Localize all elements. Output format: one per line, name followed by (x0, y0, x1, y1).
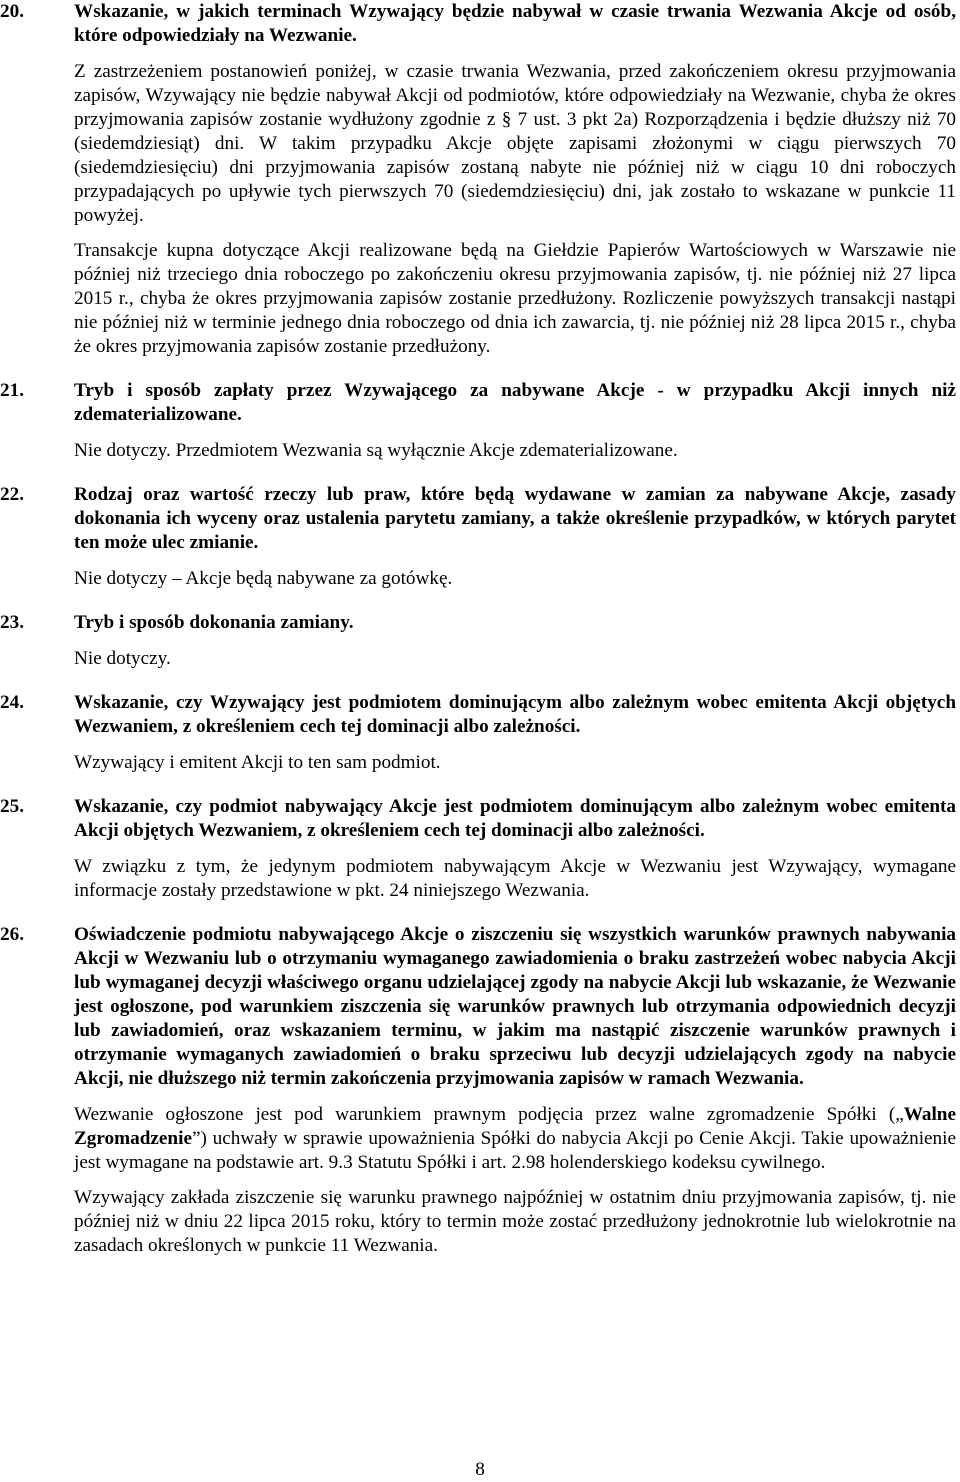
section-heading: Tryb i sposób dokonania zamiany. (74, 612, 354, 633)
section-number: 21. (0, 380, 24, 401)
section-heading: Rodzaj oraz wartość rzeczy lub praw, które będą wydawane w zamian za nabywane Akcje, zasady dokonania ich wyceny oraz ustalenia parytetu zamiany, a także określenie przypadków, w których parytet ten może ulec zmianie. (74, 484, 956, 553)
paragraph: Transakcje kupna dotyczące Akcji realizowane będą na Giełdzie Papierów Wartościowych w Warszawie nie później niż trzeciego dnia roboczego po zakończeniu okresu przyjmowania zapisów, tj. nie później niż 27 lipca 2015 r., chyba że okres przyjmowania zapisów zostanie przedłużony. Rozliczenie powyższych transakcji nastąpi nie później niż w terminie jednego dnia roboczego od dnia ich zawarcia, tj. nie później niż 28 lipca 2015 r., chyba że okres przyjmowania zapisów zostanie przedłużony. (74, 240, 956, 357)
section-24 (0, 691, 960, 775)
defined-term: Walne Zgromadzenie (74, 1104, 956, 1149)
section-number: 20. (0, 1, 24, 22)
paragraph: Nie dotyczy. Przedmiotem Wezwania są wyłącznie Akcje zdematerializowane. (74, 440, 678, 461)
paragraph: W związku z tym, że jedynym podmiotem nabywającym Akcje w Wezwaniu jest Wzywający, wymagane informacje zostały przedstawione w pkt. 24 niniejszego Wezwania. (74, 856, 956, 901)
section-22 (0, 483, 960, 591)
section-heading: Wskazanie, czy podmiot nabywający Akcje jest podmiotem dominującym albo zależnym wobec emitenta Akcji objętych Wezwaniem, z określeniem cech tej dominacji albo zależności. (74, 796, 956, 841)
paragraph: Nie dotyczy. (74, 648, 171, 669)
paragraph-text: ”) uchwały w sprawie upoważnienia Spółki do nabycia Akcji po Cenie Akcji. Takie upoważnienie jest wymagane na podstawie art. 9.3 Statutu Spółki i art. 2.98 holenderskiego kodeksu cywilnego. (74, 1128, 956, 1173)
section-number: 23. (0, 612, 24, 633)
section-number: 25. (0, 796, 24, 817)
paragraph: Wzywający i emitent Akcji to ten sam podmiot. (74, 752, 441, 773)
paragraph: Nie dotyczy – Akcje będą nabywane za gotówkę. (74, 568, 453, 589)
paragraph: Z zastrzeżeniem postanowień poniżej, w czasie trwania Wezwania, przed zakończeniem okresu przyjmowania zapisów, Wzywający nie będzie nabywał Akcji od podmiotów, które odpowiedziały na Wezwanie, chyba że okres przyjmowania zapisów zostanie wydłużony zgodnie z § 7 ust. 3 pkt 2a) Rozporządzenia i będzie dłuższy niż 70 (siedemdziesiąt) dni. W takim przypadku Akcje objęte zapisami złożonymi w ciągu pierwszych 70 (siedemdziesięciu) dni przyjmowania zapisów zostaną nabyte nie później niż w ciągu 10 dni roboczych przypadających po upływie tych pierwszych 70 (siedemdziesięciu) dni, jak zostało to wskazane w punkcie 11 powyżej. (74, 61, 956, 226)
section-25 (0, 795, 960, 903)
paragraph: Wzywający zakłada ziszczenie się warunku prawnego najpóźniej w ostatnim dniu przyjmowania zapisów, tj. nie później niż w dniu 22 lipca 2015 roku, który to termin może zostać przedłużony jednokrotnie lub wielokrotnie na zasadach określonych w punkcie 11 Wezwania. (74, 1187, 956, 1256)
section-heading: Wskazanie, w jakich terminach Wzywający będzie nabywał w czasie trwania Wezwania Akcje od osób, które odpowiedziały na Wezwanie. (74, 1, 956, 46)
section-number: 26. (0, 924, 24, 945)
section-21 (0, 379, 960, 463)
paragraph-text: Wezwanie ogłoszone jest pod warunkiem prawnym podjęcia przez walne zgromadzenie Spółki („ (74, 1104, 904, 1125)
section-number: 22. (0, 484, 24, 505)
page-number: 8 (475, 1459, 485, 1480)
section-20 (0, 0, 960, 359)
paragraph (74, 1103, 956, 1175)
section-heading: Wskazanie, czy Wzywający jest podmiotem dominującym albo zależnym wobec emitenta Akcji objętych Wezwaniem, z określeniem cech tej dominacji albo zależności. (74, 692, 956, 737)
section-26 (0, 923, 960, 1258)
section-heading: Tryb i sposób zapłaty przez Wzywającego za nabywane Akcje - w przypadku Akcji innych niż zdematerializowane. (74, 380, 956, 425)
section-heading: Oświadczenie podmiotu nabywającego Akcje o ziszczeniu się wszystkich warunków prawnych nabywania Akcji w Wezwaniu lub o otrzymaniu wymaganego zawiadomienia o braku zastrzeżeń wobec nabycia Akcji lub wymaganej decyzji właściwego organu udzielającej zgody na nabycie Akcji lub wskazanie, że Wezwanie jest ogłoszone, pod warunkiem ziszczenia się warunków prawnych lub otrzymania odpowiednich decyzji lub zawiadomień, oraz wskazaniem terminu, w jakim ma nastąpić ziszczenie warunków prawnych i otrzymanie wymaganych zawiadomień o braku sprzeciwu lub decyzji udzielających zgody na nabycie Akcji, nie dłuższego niż termin zakończenia przyjmowania zapisów w ramach Wezwania. (74, 924, 956, 1089)
section-23 (0, 611, 960, 671)
section-number: 24. (0, 692, 24, 713)
